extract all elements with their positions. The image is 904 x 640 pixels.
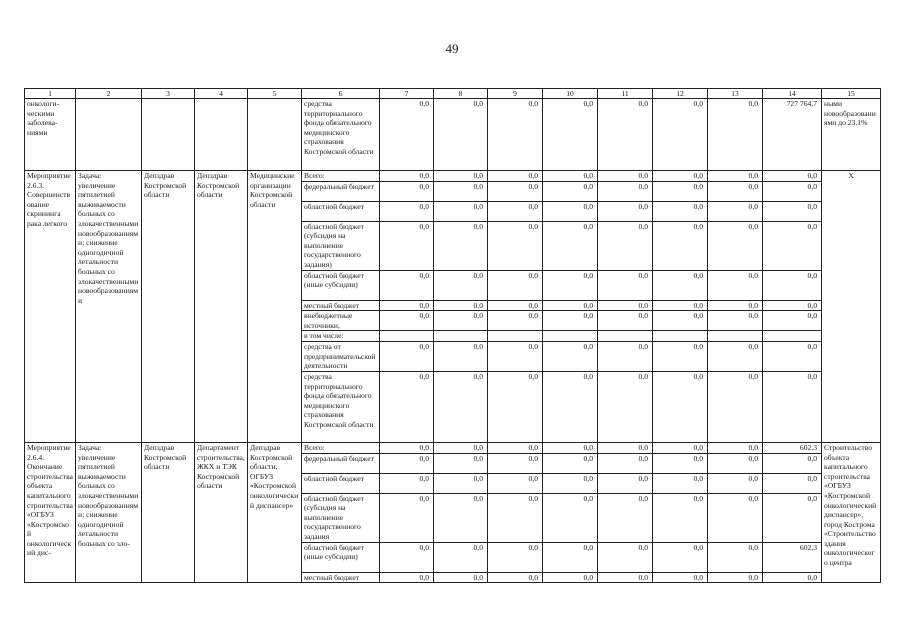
funding-source-cell: областной бюджет (иные субсидии) <box>302 270 380 300</box>
amount-cell-col-9: 0,0 <box>488 572 543 583</box>
coordinator-cell: Депздрав Костромской области <box>142 171 195 443</box>
amount-cell-col-13: 0,0 <box>708 341 763 371</box>
table-row <box>25 171 881 182</box>
amount-cell-col-14: 727 764,7 <box>763 99 822 171</box>
amount-cell-col-8: 0,0 <box>434 453 488 473</box>
amount-cell-col-13: 0,0 <box>708 201 763 221</box>
amount-cell-col-13: 0,0 <box>708 311 763 331</box>
amount-cell-col-14: 0,0 <box>763 473 822 493</box>
amount-cell-col-10: 0,0 <box>543 341 598 371</box>
amount-cell-col-14: 0,0 <box>763 201 822 221</box>
amount-cell-col-9: 0,0 <box>488 311 543 331</box>
amount-cell-col-10: 0,0 <box>543 442 598 453</box>
amount-cell-col-7: 0,0 <box>380 99 434 171</box>
amount-cell-col-9: 0,0 <box>488 453 543 473</box>
column-number-15: 15 <box>822 89 881 99</box>
amount-cell-col-13: 0,0 <box>708 99 763 171</box>
amount-cell-col-10: 0,0 <box>543 201 598 221</box>
amount-cell-col-10: 0,0 <box>543 181 598 201</box>
amount-cell-col-11: 0,0 <box>598 341 653 371</box>
amount-cell-col-7: 0,0 <box>380 341 434 371</box>
amount-cell-col-11: 0,0 <box>598 270 653 300</box>
amount-cell-col-13: 0,0 <box>708 493 763 542</box>
amount-cell-col-14: 0,0 <box>763 270 822 300</box>
column-number-7: 7 <box>380 89 434 99</box>
column-number-1: 1 <box>25 89 76 99</box>
amount-cell-col-8: 0,0 <box>434 493 488 542</box>
amount-cell-col-14: 0,0 <box>763 371 822 442</box>
executor-cell <box>248 99 302 171</box>
amount-cell-col-7: 0,0 <box>380 171 434 182</box>
amount-cell-col-11: 0,0 <box>598 473 653 493</box>
amount-cell-col-12: 0,0 <box>653 311 708 331</box>
amount-cell-col-13: 0,0 <box>708 181 763 201</box>
amount-cell-col-9 <box>488 331 543 342</box>
amount-cell-col-12: 0,0 <box>653 473 708 493</box>
amount-cell-col-7: 0,0 <box>380 300 434 311</box>
amount-cell-col-7: 0,0 <box>380 311 434 331</box>
funding-source-cell: местный бюджет <box>302 300 380 311</box>
amount-cell-col-8: 0,0 <box>434 572 488 583</box>
amount-cell-col-8: 0,0 <box>434 442 488 453</box>
amount-cell-col-8: 0,0 <box>434 181 488 201</box>
customer-cell: Департамент строительства, ЖКХ и ТЭК Костромской области <box>195 442 248 582</box>
amount-cell-col-7: 0,0 <box>380 572 434 583</box>
amount-cell-col-8: 0,0 <box>434 542 488 572</box>
amount-cell-col-7: 0,0 <box>380 181 434 201</box>
column-number-13: 13 <box>708 89 763 99</box>
amount-cell-col-12: 0,0 <box>653 493 708 542</box>
amount-cell-col-12: 0,0 <box>653 300 708 311</box>
budget-table <box>24 88 881 583</box>
amount-cell-col-7: 0,0 <box>380 453 434 473</box>
amount-cell-col-7: 0,0 <box>380 493 434 542</box>
amount-cell-col-10: 0,0 <box>543 572 598 583</box>
amount-cell-col-11: 0,0 <box>598 442 653 453</box>
funding-source-cell: внебюджетные источники, <box>302 311 380 331</box>
amount-cell-col-10: 0,0 <box>543 221 598 270</box>
amount-cell-col-12: 0,0 <box>653 171 708 182</box>
amount-cell-col-10: 0,0 <box>543 300 598 311</box>
amount-cell-col-7 <box>380 331 434 342</box>
funding-source-cell: средства территориального фонда обязательного медицинского страхования Костромской области <box>302 99 380 171</box>
amount-cell-col-9: 0,0 <box>488 341 543 371</box>
executor-cell: Медицинские организации Костромской области <box>248 171 302 443</box>
amount-cell-col-13: 0,0 <box>708 270 763 300</box>
amount-cell-col-14: 602,3 <box>763 542 822 572</box>
amount-cell-col-7: 0,0 <box>380 371 434 442</box>
amount-cell-col-11: 0,0 <box>598 201 653 221</box>
amount-cell-col-10 <box>543 331 598 342</box>
amount-cell-col-12: 0,0 <box>653 341 708 371</box>
amount-cell-col-13: 0,0 <box>708 221 763 270</box>
result-cell: ными новообразованиями до 23,1% <box>822 99 881 171</box>
amount-cell-col-14: 0,0 <box>763 453 822 473</box>
amount-cell-col-12: 0,0 <box>653 442 708 453</box>
amount-cell-col-10: 0,0 <box>543 493 598 542</box>
column-number-5: 5 <box>248 89 302 99</box>
funding-source-cell: областной бюджет (субсидия на выполнение государственного задания <box>302 493 380 542</box>
funding-source-cell: областной бюджет <box>302 201 380 221</box>
amount-cell-col-9: 0,0 <box>488 171 543 182</box>
amount-cell-col-9: 0,0 <box>488 221 543 270</box>
page-number: 49 <box>445 41 459 56</box>
amount-cell-col-14: 0,0 <box>763 572 822 583</box>
funding-source-cell: Всего: <box>302 442 380 453</box>
amount-cell-col-12: 0,0 <box>653 270 708 300</box>
amount-cell-col-7: 0,0 <box>380 473 434 493</box>
amount-cell-col-7: 0,0 <box>380 442 434 453</box>
result-cell: Х <box>822 171 881 443</box>
amount-cell-col-9: 0,0 <box>488 473 543 493</box>
amount-cell-col-11: 0,0 <box>598 572 653 583</box>
amount-cell-col-9: 0,0 <box>488 371 543 442</box>
amount-cell-col-10: 0,0 <box>543 171 598 182</box>
amount-cell-col-11: 0,0 <box>598 371 653 442</box>
amount-cell-col-13: 0,0 <box>708 371 763 442</box>
amount-cell-col-11: 0,0 <box>598 300 653 311</box>
amount-cell-col-12: 0,0 <box>653 181 708 201</box>
amount-cell-col-12: 0,0 <box>653 99 708 171</box>
amount-cell-col-14: 0,0 <box>763 300 822 311</box>
amount-cell-col-9: 0,0 <box>488 201 543 221</box>
amount-cell-col-10: 0,0 <box>543 99 598 171</box>
table-row <box>25 99 881 171</box>
amount-cell-col-13: 0,0 <box>708 572 763 583</box>
amount-cell-col-11: 0,0 <box>598 181 653 201</box>
amount-cell-col-7: 0,0 <box>380 201 434 221</box>
funding-source-cell: средства от предпринимательской деятельности <box>302 341 380 371</box>
amount-cell-col-12: 0,0 <box>653 371 708 442</box>
amount-cell-col-8: 0,0 <box>434 171 488 182</box>
amount-cell-col-10: 0,0 <box>543 542 598 572</box>
amount-cell-col-12: 0,0 <box>653 572 708 583</box>
task-cell: Задача: увеличение пятилетней выживаемости больных со злокачественными новообразованиями; снижение одногодичной летальности больных со злокачественными новообразованиями <box>76 171 142 443</box>
column-number-row <box>25 89 881 99</box>
amount-cell-col-9: 0,0 <box>488 442 543 453</box>
result-cell: Строительство объекта капитального строительства «ОГБУЗ «Костромской онкологический диспансер», город Кострома «Строительство здания онкологического центра <box>822 442 881 582</box>
amount-cell-col-9: 0,0 <box>488 99 543 171</box>
funding-source-cell: областной бюджет <box>302 473 380 493</box>
amount-cell-col-14: 0,0 <box>763 221 822 270</box>
measure-name-cell: Мероприятие 2.6.3. Совершенствование скрининга рака легкого <box>25 171 76 443</box>
amount-cell-col-12 <box>653 331 708 342</box>
amount-cell-col-13: 0,0 <box>708 300 763 311</box>
amount-cell-col-8: 0,0 <box>434 221 488 270</box>
amount-cell-col-13: 0,0 <box>708 473 763 493</box>
amount-cell-col-10: 0,0 <box>543 270 598 300</box>
amount-cell-col-8: 0,0 <box>434 341 488 371</box>
coordinator-cell: Депздрав Костромской области <box>142 442 195 582</box>
amount-cell-col-11: 0,0 <box>598 311 653 331</box>
amount-cell-col-11: 0,0 <box>598 171 653 182</box>
column-number-11: 11 <box>598 89 653 99</box>
amount-cell-col-13: 0,0 <box>708 542 763 572</box>
amount-cell-col-9: 0,0 <box>488 493 543 542</box>
funding-source-cell: в том числе: <box>302 331 380 342</box>
column-number-3: 3 <box>142 89 195 99</box>
amount-cell-col-9: 0,0 <box>488 542 543 572</box>
amount-cell-col-14 <box>763 331 822 342</box>
column-number-8: 8 <box>434 89 488 99</box>
amount-cell-col-9: 0,0 <box>488 181 543 201</box>
amount-cell-col-11: 0,0 <box>598 99 653 171</box>
funding-source-cell: федеральный бюджет <box>302 181 380 201</box>
measure-name-cell: онкологи- ческими заболева- ниями <box>25 99 76 171</box>
amount-cell-col-7: 0,0 <box>380 221 434 270</box>
amount-cell-col-11: 0,0 <box>598 542 653 572</box>
amount-cell-col-8: 0,0 <box>434 201 488 221</box>
amount-cell-col-14: 0,0 <box>763 181 822 201</box>
amount-cell-col-14: 0,0 <box>763 493 822 542</box>
customer-cell <box>195 99 248 171</box>
amount-cell-col-10: 0,0 <box>543 311 598 331</box>
amount-cell-col-12: 0,0 <box>653 542 708 572</box>
coordinator-cell <box>142 99 195 171</box>
funding-source-cell: областной бюджет (субсидия на выполнение государственного задания) <box>302 221 380 270</box>
amount-cell-col-7: 0,0 <box>380 270 434 300</box>
funding-source-cell: местный бюджет <box>302 572 380 583</box>
amount-cell-col-10: 0,0 <box>543 473 598 493</box>
funding-source-cell: федеральный бюджет <box>302 453 380 473</box>
amount-cell-col-8: 0,0 <box>434 270 488 300</box>
column-number-10: 10 <box>543 89 598 99</box>
amount-cell-col-14: 0,0 <box>763 171 822 182</box>
amount-cell-col-8 <box>434 331 488 342</box>
amount-cell-col-9: 0,0 <box>488 300 543 311</box>
amount-cell-col-11 <box>598 331 653 342</box>
amount-cell-col-14: 0,0 <box>763 341 822 371</box>
customer-cell: Депздрав Костромской области <box>195 171 248 443</box>
table-row <box>25 442 881 453</box>
amount-cell-col-14: 0,0 <box>763 311 822 331</box>
amount-cell-col-7: 0,0 <box>380 542 434 572</box>
amount-cell-col-12: 0,0 <box>653 453 708 473</box>
amount-cell-col-11: 0,0 <box>598 493 653 542</box>
funding-source-cell: средства территориального фонда обязательного медицинского страхования Костромской области <box>302 371 380 442</box>
measure-name-cell: Мероприятие 2.6.4. Окончание строительства объекта капитального строительства «ОГБУЗ «Костромской онкологический дис- <box>25 442 76 582</box>
funding-source-cell: Всего: <box>302 171 380 182</box>
amount-cell-col-10: 0,0 <box>543 453 598 473</box>
amount-cell-col-13: 0,0 <box>708 442 763 453</box>
amount-cell-col-10: 0,0 <box>543 371 598 442</box>
task-cell: Задача: увеличение пятилетней выживаемости больных со злокачественными новообразованиями; снижение одногодичной летальности больных со зло- <box>76 442 142 582</box>
amount-cell-col-13: 0,0 <box>708 453 763 473</box>
column-number-6: 6 <box>302 89 380 99</box>
amount-cell-col-13: 0,0 <box>708 171 763 182</box>
amount-cell-col-8: 0,0 <box>434 371 488 442</box>
amount-cell-col-8: 0,0 <box>434 99 488 171</box>
amount-cell-col-11: 0,0 <box>598 221 653 270</box>
amount-cell-col-8: 0,0 <box>434 473 488 493</box>
executor-cell: Депздрав Костромской области, ОГБУЗ «Костромской онкологический диспансер» <box>248 442 302 582</box>
amount-cell-col-11: 0,0 <box>598 453 653 473</box>
amount-cell-col-9: 0,0 <box>488 270 543 300</box>
funding-source-cell: областной бюджет (иные субсидии) <box>302 542 380 572</box>
column-number-2: 2 <box>76 89 142 99</box>
task-cell <box>76 99 142 171</box>
amount-cell-col-12: 0,0 <box>653 201 708 221</box>
amount-cell-col-13 <box>708 331 763 342</box>
column-number-4: 4 <box>195 89 248 99</box>
column-number-9: 9 <box>488 89 543 99</box>
column-number-12: 12 <box>653 89 708 99</box>
amount-cell-col-12: 0,0 <box>653 221 708 270</box>
amount-cell-col-8: 0,0 <box>434 300 488 311</box>
amount-cell-col-14: 602,3 <box>763 442 822 453</box>
column-number-14: 14 <box>763 89 822 99</box>
amount-cell-col-8: 0,0 <box>434 311 488 331</box>
